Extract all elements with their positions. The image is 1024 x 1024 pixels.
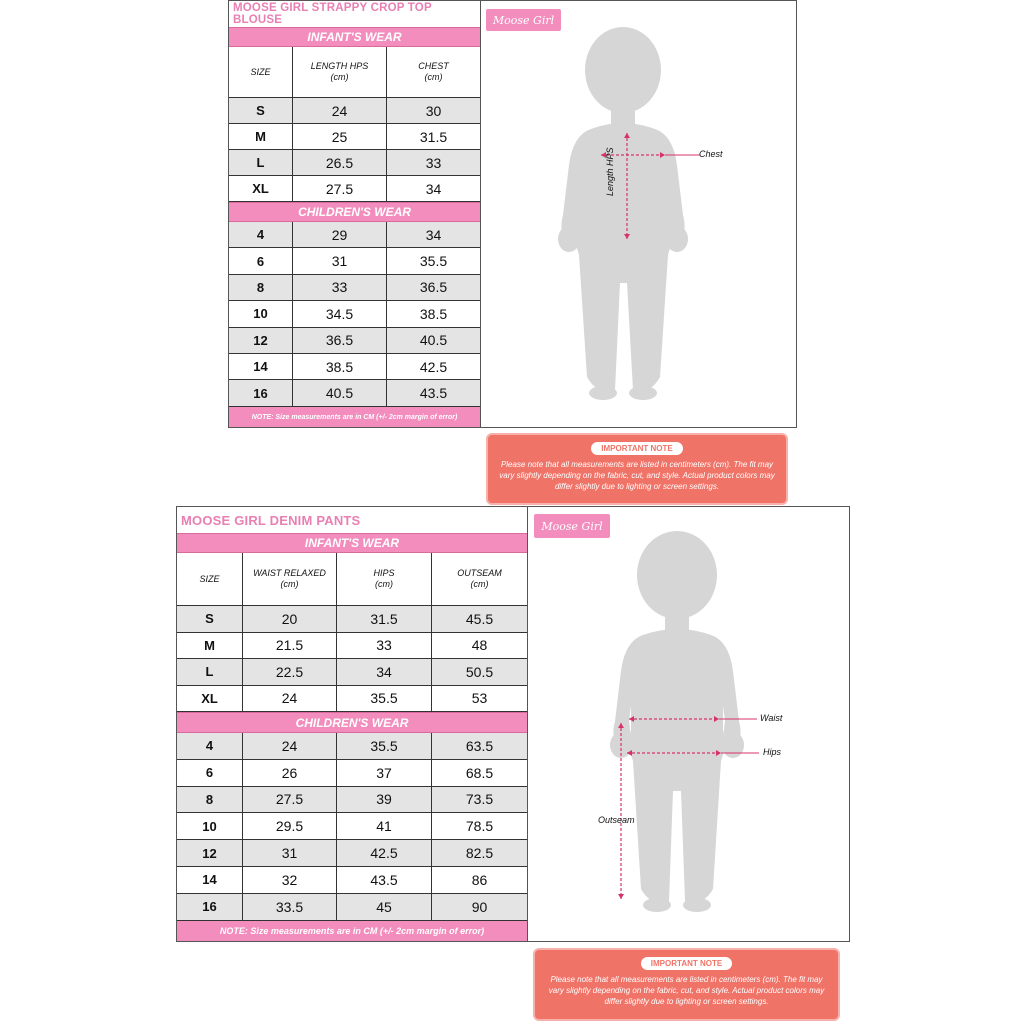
bottom-hips-label: Hips xyxy=(763,747,782,757)
value-cell: 45 xyxy=(337,894,432,920)
value-cell: 40.5 xyxy=(419,332,448,349)
size-cell: 10 xyxy=(229,301,293,326)
bottom-brand-logo: Moose Girl xyxy=(534,514,610,538)
value-cell: 20 xyxy=(243,606,337,632)
value-cell: 39 xyxy=(337,787,432,813)
bottom-notice-heading: IMPORTANT NOTE xyxy=(641,957,732,970)
table-row xyxy=(177,867,527,894)
top-header-length: LENGTH HPS (cm) xyxy=(293,47,387,97)
value-cell: 34.5 xyxy=(293,301,387,326)
size-cell: M xyxy=(229,124,293,149)
value-cell: 31 xyxy=(243,840,337,866)
value-cell: 86 xyxy=(471,871,488,888)
value-cell: 34 xyxy=(425,226,442,243)
size-cell: 4 xyxy=(177,733,243,759)
bottom-chart-title: MOOSE GIRL DENIM PANTS xyxy=(181,512,361,528)
size-cell: 14 xyxy=(177,867,243,893)
top-size-chart-panel xyxy=(228,0,797,428)
value-cell: 31.5 xyxy=(337,606,432,632)
table-row xyxy=(177,787,527,814)
value-cell: 38.5 xyxy=(419,305,448,322)
value-cell: 34 xyxy=(425,180,442,197)
value-cell: 35.5 xyxy=(337,686,432,712)
value-cell: 29.5 xyxy=(243,813,337,839)
value-cell: 34 xyxy=(337,659,432,685)
table-row xyxy=(229,248,480,274)
value-cell: 35.5 xyxy=(337,733,432,759)
size-cell: L xyxy=(229,150,293,175)
value-cell: 33 xyxy=(293,275,387,300)
size-cell: 6 xyxy=(177,760,243,786)
bottom-header-row xyxy=(177,553,527,606)
value-cell: 43.5 xyxy=(337,867,432,893)
value-cell: 32 xyxy=(243,867,337,893)
table-row xyxy=(229,328,480,354)
bottom-header-waist: WAIST RELAXED (cm) xyxy=(243,553,337,605)
top-important-notice xyxy=(486,433,788,505)
value-cell: 78.5 xyxy=(465,818,494,835)
table-row xyxy=(177,733,527,760)
top-notice-text: Please note that all measurements are listed in centimeters (cm). The fit may vary slightly depending on the fabric, cut, and style. Actual product colors may differ slightly due to lighting or screen settings. xyxy=(499,460,775,491)
value-cell: 21.5 xyxy=(243,633,337,659)
value-cell: 68.5 xyxy=(465,764,494,781)
size-cell: 12 xyxy=(177,840,243,866)
value-cell: 22.5 xyxy=(243,659,337,685)
table-row xyxy=(177,840,527,867)
table-row xyxy=(229,354,480,380)
table-row xyxy=(229,124,480,150)
table-row xyxy=(229,380,480,406)
value-cell: 90 xyxy=(471,898,488,915)
table-row xyxy=(229,176,480,202)
top-body-figure xyxy=(555,25,715,405)
value-cell: 82.5 xyxy=(465,845,494,862)
value-cell: 53 xyxy=(471,690,488,707)
bottom-header-hips: HIPS (cm) xyxy=(337,553,432,605)
size-cell: M xyxy=(177,633,243,659)
top-infant-band: INFANT'S WEAR xyxy=(229,27,480,47)
value-cell: 41 xyxy=(337,813,432,839)
value-cell: 29 xyxy=(293,222,387,247)
value-cell: 26 xyxy=(243,760,337,786)
size-cell: 12 xyxy=(229,328,293,353)
value-cell: 24 xyxy=(243,733,337,759)
bottom-notice-text: Please note that all measurements are listed in centimeters (cm). The fit may vary slightly depending on the fabric, cut, and style. Actual product colors may differ slightly due to lighting or screen settings. xyxy=(548,975,825,1006)
value-cell: 31.5 xyxy=(419,128,448,145)
top-notice-heading: IMPORTANT NOTE xyxy=(591,442,682,455)
value-cell: 40.5 xyxy=(293,380,387,405)
value-cell: 43.5 xyxy=(419,385,448,402)
size-cell: S xyxy=(177,606,243,632)
table-row xyxy=(229,301,480,327)
bottom-outseam-label: Outseam xyxy=(598,815,635,825)
value-cell: 48 xyxy=(471,637,488,654)
value-cell: 27.5 xyxy=(293,176,387,201)
value-cell: 26.5 xyxy=(293,150,387,175)
table-row xyxy=(177,686,527,713)
value-cell: 63.5 xyxy=(465,737,494,754)
value-cell: 33.5 xyxy=(243,894,337,920)
top-header-chest: CHEST (cm) xyxy=(418,61,449,82)
top-brand-logo: Moose Girl xyxy=(486,9,561,31)
table-row xyxy=(229,150,480,176)
table-row xyxy=(229,98,480,124)
top-chart-title: MOOSE GIRL STRAPPY CROP TOP BLOUSE xyxy=(233,2,432,26)
value-cell: 27.5 xyxy=(243,787,337,813)
top-note: NOTE: Size measurements are in CM (+/- 2cm margin of error) xyxy=(229,407,480,427)
value-cell: 42.5 xyxy=(419,358,448,375)
size-cell: L xyxy=(177,659,243,685)
bottom-children-band: CHILDREN'S WEAR xyxy=(177,712,527,733)
bottom-size-table xyxy=(177,507,528,941)
bottom-size-chart-panel xyxy=(176,506,850,942)
bottom-important-notice xyxy=(533,948,840,1021)
value-cell: 35.5 xyxy=(419,253,448,270)
table-row xyxy=(177,633,527,660)
bottom-infant-band: INFANT'S WEAR xyxy=(177,533,527,553)
size-cell: 16 xyxy=(229,380,293,405)
bottom-header-outseam: OUTSEAM (cm) xyxy=(457,568,502,589)
size-cell: 4 xyxy=(229,222,293,247)
bottom-header-size: SIZE xyxy=(177,553,243,605)
table-row xyxy=(229,275,480,301)
table-row xyxy=(177,606,527,633)
size-cell: XL xyxy=(177,686,243,712)
top-size-table xyxy=(229,1,481,427)
value-cell: 31 xyxy=(293,248,387,273)
value-cell: 24 xyxy=(293,98,387,123)
size-cell: 10 xyxy=(177,813,243,839)
size-cell: S xyxy=(229,98,293,123)
value-cell: 45.5 xyxy=(465,610,494,627)
top-header-row xyxy=(229,47,480,98)
value-cell: 36.5 xyxy=(293,328,387,353)
size-cell: 16 xyxy=(177,894,243,920)
value-cell: 36.5 xyxy=(419,279,448,296)
value-cell: 33 xyxy=(337,633,432,659)
top-length-label: Length HPS xyxy=(605,147,615,196)
top-chest-label: Chest xyxy=(699,149,723,159)
value-cell: 33 xyxy=(425,154,442,171)
value-cell: 38.5 xyxy=(293,354,387,379)
value-cell: 50.5 xyxy=(465,663,494,680)
value-cell: 24 xyxy=(243,686,337,712)
table-row xyxy=(229,222,480,248)
bottom-waist-label: Waist xyxy=(760,713,783,723)
value-cell: 37 xyxy=(337,760,432,786)
table-row xyxy=(177,894,527,921)
size-cell: 14 xyxy=(229,354,293,379)
table-row xyxy=(177,659,527,686)
value-cell: 42.5 xyxy=(337,840,432,866)
size-cell: 8 xyxy=(229,275,293,300)
table-row xyxy=(177,813,527,840)
table-row xyxy=(177,760,527,787)
bottom-body-figure xyxy=(607,529,777,919)
size-cell: 8 xyxy=(177,787,243,813)
top-header-size: SIZE xyxy=(229,47,293,97)
value-cell: 25 xyxy=(293,124,387,149)
size-cell: XL xyxy=(229,176,293,201)
top-children-band: CHILDREN'S WEAR xyxy=(229,202,480,222)
value-cell: 73.5 xyxy=(465,791,494,808)
size-cell: 6 xyxy=(229,248,293,273)
value-cell: 30 xyxy=(425,102,442,119)
bottom-note: NOTE: Size measurements are in CM (+/- 2cm margin of error) xyxy=(177,921,527,941)
